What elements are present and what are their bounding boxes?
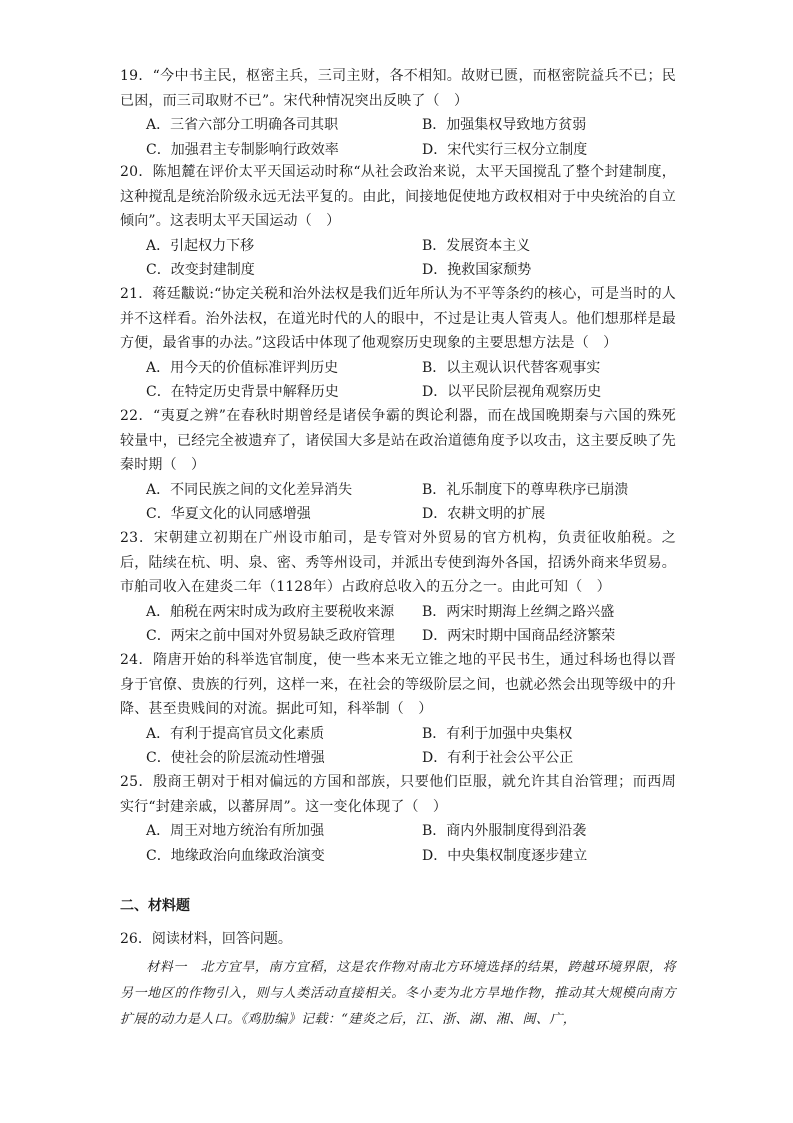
option-a[interactable]: A．有利于提高官员文化素质	[146, 725, 325, 742]
option-b[interactable]: B．有利于加强中央集权	[422, 725, 573, 742]
question-23	[120, 526, 676, 649]
question-stem: 22．“夷夏之辨”在春秋时期曾经是诸侯争霸的舆论利器，而在战国晚期秦与六国的殊死较量中，已经完全被遗弃了，诸侯国大多是站在政治道德角度予以攻击，这主要反映了先秦时期（ ）	[120, 408, 676, 473]
question-stem: 20．陈旭麓在评价太平天国运动时称“从社会政治来说，太平天国搅乱了整个封建制度，这种搅乱是统治阶级永远无法平复的。由此，间接地促使地方政权相对于中央统治的自立倾向”。这表明太平天国运动（ ）	[120, 164, 676, 229]
question-22	[120, 404, 676, 527]
option-a[interactable]: A．引起权力下移	[146, 237, 255, 254]
option-c[interactable]: C．使社会的阶层流动性增强	[146, 750, 325, 766]
option-d[interactable]: D．两宋时期中国商品经济繁荣	[422, 628, 616, 644]
option-b[interactable]: B．发展资本主义	[422, 237, 531, 254]
question-21	[120, 282, 676, 405]
option-b[interactable]: B．商内外服制度得到沿袭	[422, 823, 587, 839]
section-title: 二、材料题	[120, 898, 190, 914]
options	[120, 234, 676, 283]
option-c[interactable]: C．改变封建制度	[146, 262, 255, 278]
options	[120, 600, 676, 649]
option-a[interactable]: A．周王对地方统治有所加强	[146, 823, 325, 839]
question-25	[120, 770, 676, 868]
option-c[interactable]: C．加强君主专制影响行政效率	[146, 141, 339, 158]
question-26-intro: 26．阅读材料，回答问题。	[120, 931, 292, 947]
question-20	[120, 160, 676, 283]
material-passage	[120, 955, 676, 1033]
question-stem: 21．蒋廷黻说:“协定关税和治外法权是我们近年所认为不平等条约的核心，可是当时的人并不这样看。治外法权，在道光时代的人的眼中，不过是让夷人管夷人。他们想那样是最方便，最省事的办法。”这段话中体现了他观察历史现象的主要思想方法是（ ）	[120, 286, 676, 351]
options	[120, 113, 676, 162]
option-c[interactable]: C．华夏文化的认同感增强	[146, 506, 311, 522]
option-a[interactable]: A．舶税在两宋时成为政府主要税收来源	[146, 603, 395, 620]
option-d[interactable]: D．宋代实行三权分立制度	[422, 141, 588, 158]
question-stem: 19．“今中书主民，枢密主兵，三司主财，各不相知。故财已匮，而枢密院益兵不已；民已困，而三司取财不已”。宋代种情况突出反映了（ ）	[120, 68, 676, 109]
option-d[interactable]: D．有利于社会公平公正	[422, 750, 574, 766]
question-stem: 24．隋唐开始的科举选官制度，使一些本来无立锥之地的平民书生，通过科场也得以晋身于官僚、贵族的行列，这样一来，在社会的等级阶层之间，也就必然会出现等级中的升降、甚至贵贱间的对流。据此可知，科举制（ ）	[120, 652, 676, 717]
option-d[interactable]: D．挽救国家颓势	[422, 262, 532, 278]
question-24	[120, 648, 676, 771]
option-d[interactable]: D．农耕文明的扩展	[422, 506, 546, 522]
option-b[interactable]: B．两宋时期海上丝绸之路兴盛	[422, 603, 615, 620]
option-a[interactable]: A．不同民族之间的文化差异消失	[146, 481, 353, 498]
option-b[interactable]: B．礼乐制度下的尊卑秩序已崩溃	[422, 481, 629, 498]
option-c[interactable]: C．两宋之前中国对外贸易缺乏政府管理	[146, 628, 395, 644]
options	[120, 819, 676, 868]
question-stem: 23．宋朝建立初期在广州设市舶司，是专管对外贸易的官方机构，负责征收舶税。之后，陆续在杭、明、泉、密、秀等州设司，并派出专使到海外各国，招诱外商来华贸易。市舶司收入在建炎二年（1128年）占政府总收入的五分之一。由此可知（ ）	[120, 530, 676, 595]
options	[120, 478, 676, 527]
option-d[interactable]: D．以平民阶层视角观察历史	[422, 384, 602, 400]
option-b[interactable]: B．以主观认识代替客观事实	[422, 359, 601, 376]
options	[120, 722, 676, 771]
option-a[interactable]: A．用今天的价值标准评判历史	[146, 359, 339, 376]
question-stem: 25．殷商王朝对于相对偏远的方国和部族，只要他们臣服，就允许其自治管理；而西周实行“封建亲戚，以蕃屏周”。这一变化体现了（ ）	[120, 774, 676, 815]
option-c[interactable]: C．地缘政治向血缘政治演变	[146, 847, 325, 864]
options	[120, 356, 676, 405]
option-c[interactable]: C．在特定历史背景中解释历史	[146, 384, 339, 400]
question-19	[120, 64, 676, 162]
material-text: 材料一 北方宜旱，南方宜稻，这是农作物对南北方环境选择的结果，跨越环境界限，将另一地区的作物引入，则与人类活动直接相关。冬小麦为北方旱地作物，推动其大规模向南方扩展的动力是人口。《鸡肋编》记载：“建炎之后，江、浙、湖、湘、闽、广，	[120, 960, 676, 1027]
option-b[interactable]: B．加强集权导致地方贫弱	[422, 117, 587, 133]
option-a[interactable]: A．三省六部分工明确各司其职	[146, 117, 339, 133]
option-d[interactable]: D．中央集权制度逐步建立	[422, 847, 588, 864]
